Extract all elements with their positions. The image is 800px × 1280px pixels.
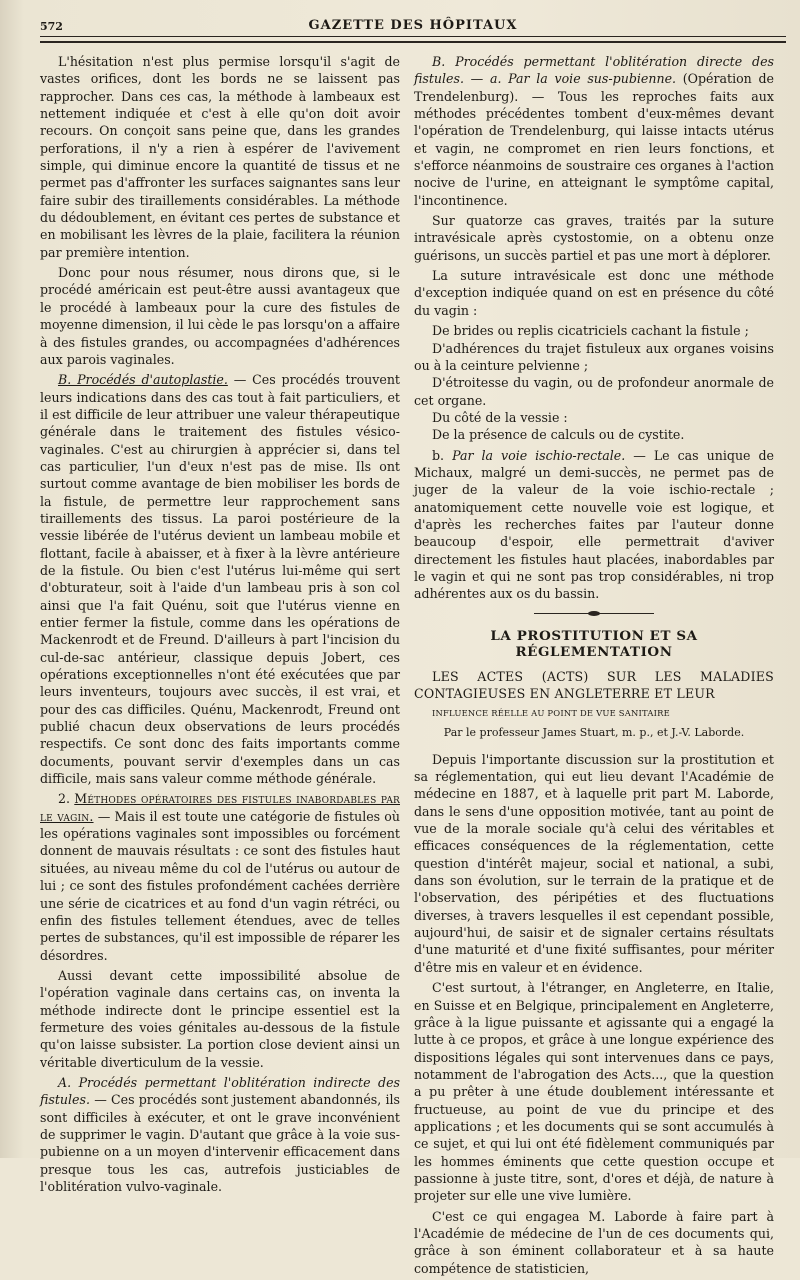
paragraph-text: (Opération de Trendelenburg). — Tous les reproches faits aux méthodes précédentes tombent d'eux-mêmes devant l'opération de Trendelenburg, qui laisse intacts utérus et vagin, ne compromet en rien leurs fonctions, et s'efforce néanmoins de soustraire ces organes à l'action nocive de l'urine, en atteignant le symptôme capital, l'incontinence. xyxy=(414,71,774,208)
article-subtitle: LES ACTES (ACTS) SUR LES MALADIES CONTAGIEUSES EN ANGLETERRE ET LEUR xyxy=(414,668,774,701)
section-divider xyxy=(534,613,654,614)
two-column-body xyxy=(40,53,786,1280)
paragraph xyxy=(414,53,774,209)
list-item: Du côté de la vessie : xyxy=(432,409,568,425)
paragraph: Donc pour nous résumer, nous dirons que, si le procédé américain est peut-être aussi avantageux que le procédé à lambeaux pour la cure des fistules de moyenne dimension, il lui cède le pas lorsqu'on a affaire à des fistules grandes, ou accompagnées d'adhérences aux parois vaginales. xyxy=(40,265,400,367)
paragraph-text: — Mais il est toute une catégorie de fistules où les opérations vaginales sont impossibles ou forcément donnent de mauvais résultats : ce sont des fistules haut situées, au niveau même du col de l'utérus ou autour de lui ; ce sont des fistules profondément cachées derrière une série de cicatrices et au fond d'un vagin rétréci, ou enfin des fistules tellement étendues, avec de telles pertes de substances, qu'il est impossible de réparer les désordres. xyxy=(40,808,400,963)
paragraph: Depuis l'importante discussion sur la prostitution et sa réglementation, qui eut lieu devant l'Académie de médecine en 1887, et à laquelle prit part M. Laborde, dans le sens d'une opposition motivée, tant au point de vue de la morale sociale qu'à celui des véritables et efficaces conséquences de la réglementation, cette question d'intérêt majeur, social et national, a subi, dans son évolution, sur le terrain de la pratique et de l'observation, des péripéties et des fluctuations diverses, à travers lesquelles il est cependant possible, aujourd'hui, de saisir et de signaler certains résultats d'une maturité et d'une fixité suffisantes, pour mériter d'être mis en valeur et en évidence. xyxy=(414,751,774,975)
paragraph: C'est ce qui engagea M. Laborde à faire part à l'Académie de médecine de l'un de ces documents qui, grâce à son éminent collaborateur et à sa haute compétence de statisticien, xyxy=(414,1208,774,1276)
list-item: D'adhérences du trajet fistuleux aux organes voisins ou à la ceinture pelvienne ; xyxy=(414,340,774,373)
paragraph xyxy=(40,1074,400,1195)
subsection-subheading: — a. Par la voie sus-pubienne. xyxy=(463,71,677,87)
byline: Par le professeur James Stuart, m. p., et J.-V. Laborde. xyxy=(443,725,745,739)
list-item: D'étroitesse du vagin, ou de profondeur anormale de cet organe. xyxy=(414,375,774,408)
paragraph xyxy=(40,371,400,787)
page-number: 572 xyxy=(40,20,63,33)
paragraph: Sur quatorze cas graves, traités par la suture intravésicale après cystostomie, on a obtenu onze guérisons, un succès partiel et pas une mort à déplorer. xyxy=(414,213,774,263)
paragraph-text: — Le cas unique de Michaux, malgré un demi-succès, ne permet pas de juger de la valeur de la voie ischio-rectale ; anatomiquement cette nouvelle voie est logique, et d'après les recherches faites par l'auteur donne beaucoup d'espoir, elle permettrait d'aviver directement les fistules haut placées, inabordables par le vagin et qui ne sont pas trop considérables, ni trop adhérentes aux os du bassin. xyxy=(414,447,775,602)
paragraph: Aussi devant cette impossibilité absolue de l'opération vaginale dans certains cas, on inventa la méthode indirecte dont le principe essentiel est la fermeture des voies génitales au-dessous de la fistule qu'on laisse subsister. La portion close devient ainsi un véritable diverticulum de la vessie. xyxy=(40,967,400,1070)
subsection-heading: A. Procédés permettant l'oblitération indirecte des fistules. xyxy=(40,1074,400,1108)
paragraph: L'hésitation n'est plus permise lorsqu'il s'agit de vastes orifices, dont les bords ne se laissent pas rapprocher. Dans ces cas, la méthode à lambeaux est nettement indiquée et c'est à elle qu'on doit avoir recours. On conçoit sans peine que, dans les grandes perforations, il n'y a rien à espérer de l'avivement simple, qui diminue encore la quantité de tissus et ne permet pas d'affronter les surfaces saignantes sans leur faire subir des tiraillements considérables. La méthode du dédoublement, en évitant ces pertes de substance et en mobilisant les lèvres de la plaie, facilitera la réunion par première intention. xyxy=(40,54,400,260)
list-item: De la présence de calculs ou de cystite. xyxy=(432,427,685,443)
list-item: De brides ou replis cicatriciels cachant la fistule ; xyxy=(432,323,749,339)
paragraph-text: — Ces procédés sont justement abandonnés, ils sont difficiles à exécuter, et ont le grave inconvénient de supprimer le vagin. D'autant que grâce à la voie sus-pubienne on a un moyen d'intervenir efficacement dans presque tous les cas, autrefois justiciables de l'oblitération vulvo-vaginale. xyxy=(40,1092,400,1194)
left-column xyxy=(40,53,400,1280)
paragraph: C'est surtout, à l'étranger, en Angleterre, en Italie, en Suisse et en Belgique, principalement en Angleterre, grâce à la ligue puissante et agissante qui a engagé la lutte à ce propos, et grâce à une longue expérience des dispositions légales qui sont intervenues dans ce pays, notamment de l'abrogation des Acts..., que la question a pu prêter à une étude doublement intéressante et fructueuse, au point de vue du principe et des applications ; et les documents qui se sont accumulés à ce sujet, et qui lui ont été fidèlement communiqués par les hommes éminents que cette question occupe et passionne à juste titre, sont, d'ores et déjà, de nature à projeter sur elle une vive lumière. xyxy=(414,980,774,1204)
paragraph: La suture intravésicale est donc une méthode d'exception indiquée quand on est en présence du côté du vagin : xyxy=(414,268,774,318)
running-head xyxy=(40,14,786,36)
header-rule xyxy=(40,36,786,43)
article-title: LA PROSTITUTION ET SA RÉGLEMENTATION xyxy=(490,627,698,660)
right-column xyxy=(414,53,774,1280)
subsection-heading: B. Procédés d'autoplastie. xyxy=(58,372,228,388)
paragraph: b. Par la voie ischio-rectale. — Le cas unique de Michaux, malgré un demi-succès, ne permet pas de juger de la valeur de la voie ischio-rectale ; anatomiquement cette nouvelle voie est logique, et d'après les recherches faites par l'auteur donne beaucoup d'espoir, elle permettrait d'aviver directement les fistules haut placées, inabordables par le vagin et qui ne sont pas trop considérables, ni trop adhérentes aux os du bassin. xyxy=(414,447,775,602)
subsection-heading: Par la voie ischio-rectale. xyxy=(452,447,626,463)
article-subtitle: INFLUENCE RÉELLE AU POINT DE VUE SANITAIRE xyxy=(432,708,670,719)
section-heading: 2. Méthodes opératoires des fistules inabordables par le vagin. — Mais il est toute une catégorie de fistules où les opérations vaginales sont impossibles ou forcément donnent de mauvais résultats : ce sont des fistules haut situées, au niveau même du col de l'utérus ou autour de lui ; ce sont des fistules profondément cachées derrière une série de cicatrices et au fond d'un vagin rétréci, ou enfin des fistules tellement étendues, avec de telles pertes de substances, qu'il est impossible de réparer les désordres. xyxy=(40,791,400,963)
journal-title: GAZETTE DES HÔPITAUX xyxy=(308,18,518,33)
section-title: Méthodes opératoires des fistules inabordables par le vagin. xyxy=(40,791,400,824)
paragraph-text: — Ces procédés trouvent leurs indications dans des cas tout à fait particuliers, et il est difficile de leur attribuer une valeur thérapeutique générale dans le traitement des fistules vésico-vaginales. C'est au chirurgien à apprécier si, dans tel cas particulier, l'un d'eux n'est pas de mise. Ils ont surtout comme avantage de bien mobiliser les bords de la fistule, de permettre leur rapprochement sans tiraillements des tissus. La paroi postérieure de la vessie libérée de l'utérus devient un lambeau mobile et flottant, facile à abaisser, et à fixer à la lèvre antérieure de la fistule. Ou bien c'est l'utérus lui-même qui sert d'obturateur, soit à l'aide d'un lambeau pris à son col ainsi que l'a fait Quénu, soit que l'utérus vienne en entier fermer la fistule, comme dans les opérations de Mackenrodt et de Freund. D'ailleurs à part l'incision du cul-de-sac antérieur, classique depuis Jobert, ces opérations exceptionnelles n'ont été exécutées que par leurs inventeurs, toujours avec succès, il est vrai, et pour des cas difficiles. Quénu, Mackenrodt, Freund ont publié chacun deux observations de leurs procédés respectifs. Ce sont donc des faits importants comme documents, pouvant servir d'exemples dans un cas difficile, mais sans valeur comme méthode générale. xyxy=(40,372,400,787)
subsection-heading: B. Procédés permettant l'oblitération directe des fistules. xyxy=(414,54,774,87)
